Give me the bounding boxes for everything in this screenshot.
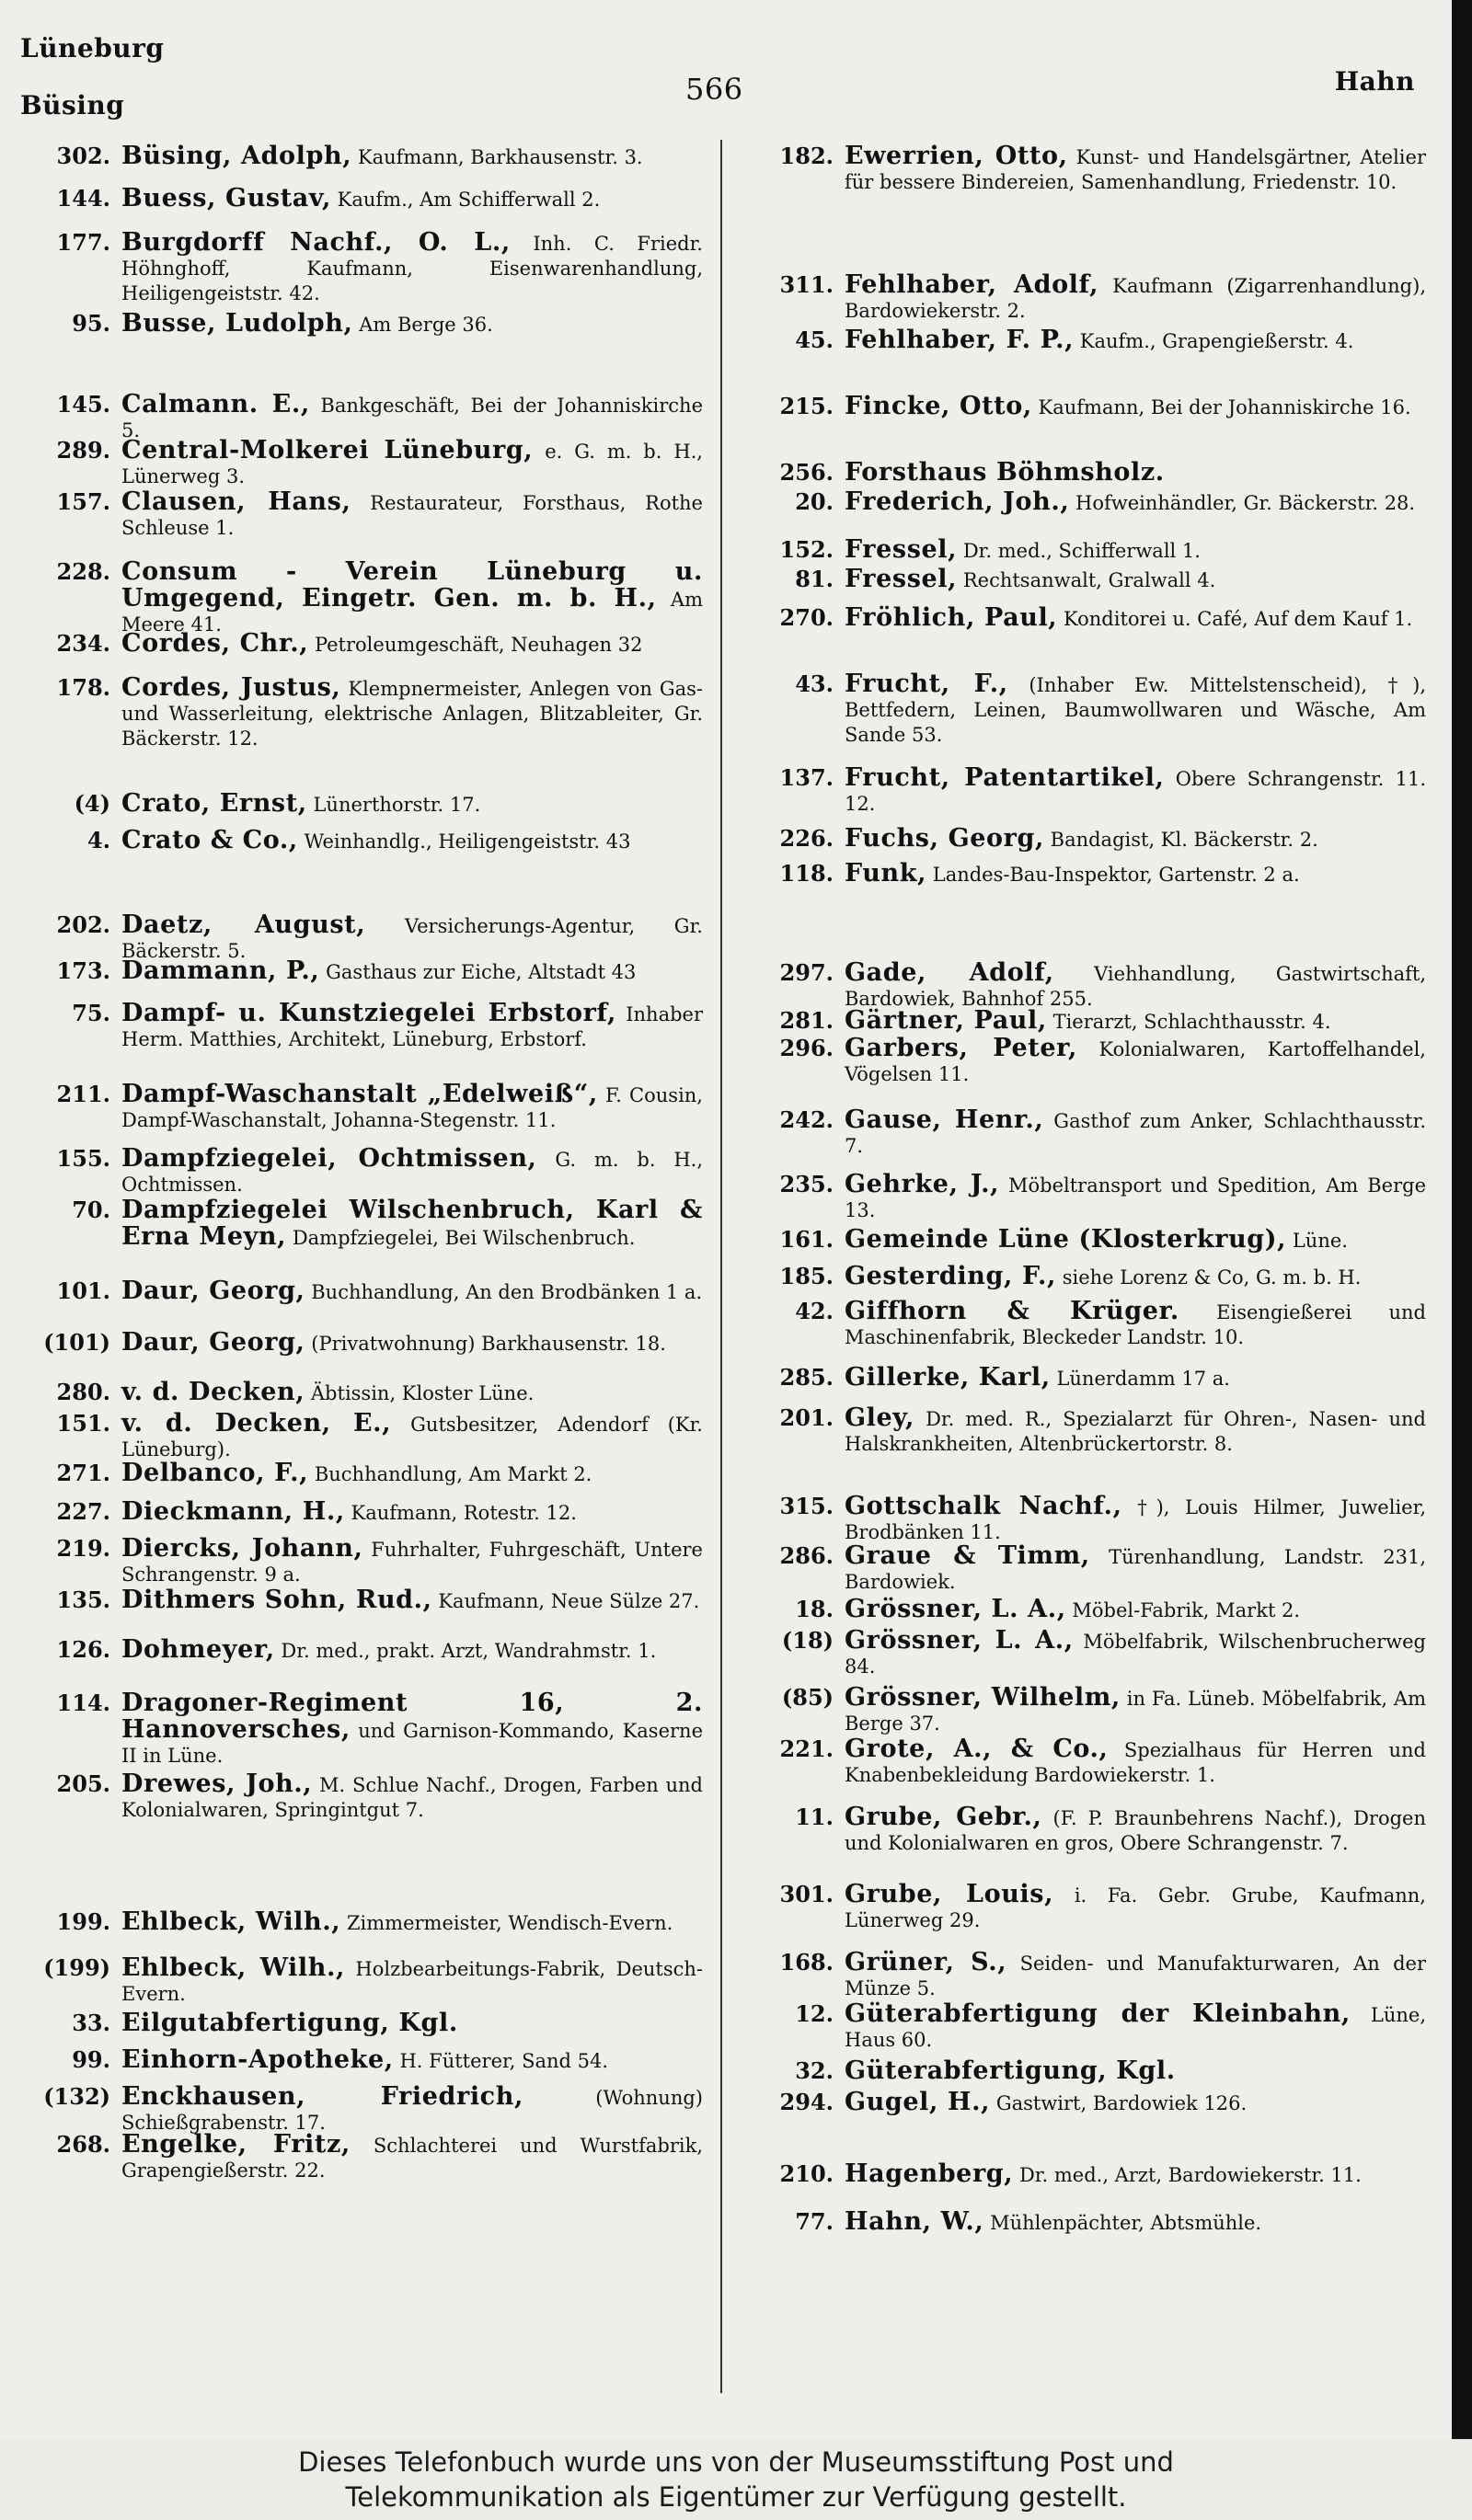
entry-description: Rechtsanwalt, Gralwall 4. (962, 569, 1216, 591)
entry-name: Fehlhaber, Adolf, (845, 270, 1099, 299)
entry-description: Lüne, Haus 60. (845, 2004, 1426, 2051)
entry-description: Dr. med., Arzt, Bardowiekerstr. 11. (1018, 2164, 1362, 2186)
entry-description: Gasthof zum Anker, Schlachthausstr. 7. (845, 1110, 1426, 1157)
entry-text (121, 791, 703, 818)
entry-name: Güterabfertigung der Kleinbahn, (845, 1999, 1351, 2028)
entry-phone-number: 43. (795, 670, 834, 697)
entry-name: Grössner, L. A., (845, 1595, 1066, 1623)
entry-name: v. d. Decken, (121, 1378, 305, 1406)
entry-description: Gastwirt, Bardowiek 126. (995, 2092, 1248, 2114)
entry-phone-number: 95. (72, 310, 110, 337)
entry-phone-number: 152. (779, 536, 834, 563)
entry-phone-number: 256. (779, 459, 834, 486)
entry-phone-number: 182. (779, 143, 834, 169)
entry-text (121, 438, 703, 489)
entry-description: Gasthaus zur Eiche, Altstadt 43 (326, 961, 637, 983)
entry-name: Fuchs, Georg, (845, 824, 1044, 853)
entry-description: Fuhrhalter, Fuhrgeschäft, Untere Schrangenstr. 9 a. (121, 1539, 703, 1586)
entry-text (121, 1082, 703, 1133)
entry-name: v. d. Decken, E., (121, 1409, 392, 1438)
entry-description: Gutsbesitzer, Adendorf (Kr. Lüneburg). (121, 1414, 703, 1460)
entry-name: Cordes, Chr., (121, 629, 309, 658)
entry-phone-number: 168. (779, 1949, 834, 1976)
entry-name: Buess, Gustav, (121, 184, 331, 212)
entry-description: G. m. b. H., Ochtmissen. (121, 1149, 703, 1196)
entry-description: Kaufmann, Barkhausenstr. 3. (357, 146, 643, 168)
entry-text (121, 559, 703, 637)
page-edge (1452, 0, 1472, 2439)
entry-text (121, 2084, 703, 2136)
entry-text (845, 671, 1426, 748)
entry-phone-number: 101. (56, 1277, 110, 1304)
entry-name: Dammann, P., (121, 956, 320, 985)
entry-name: Crato & Co., (121, 826, 298, 854)
entry-text (121, 1380, 703, 1406)
entry-name: Grössner, L. A., (845, 1626, 1074, 1655)
entry-description: Buchhandlung, Am Markt 2. (314, 1463, 592, 1485)
entry-description: Kaufmann, Rotestr. 12. (351, 1502, 577, 1524)
entry-phone-number: 12. (795, 2000, 834, 2027)
entry-name: Grote, A., & Co., (845, 1735, 1109, 1763)
entry-text (121, 828, 703, 854)
entry-description: Buchhandlung, An den Brodbänken 1 a. (311, 1281, 703, 1303)
entry-phone-number: 32. (795, 2057, 834, 2084)
entry-description: Seiden- und Manufakturwaren, An der Münze 5. (845, 1953, 1426, 1999)
entry-description: Mühlenpächter, Abtsmühle. (990, 2212, 1262, 2234)
entry-phone-number: 70. (72, 1197, 110, 1223)
entry-name: Crato, Ernst, (121, 789, 307, 818)
entry-description: Dampfziegelei, Bei Wilschenbruch. (292, 1227, 636, 1249)
entry-text (121, 1460, 703, 1487)
entry-text (121, 2010, 703, 2037)
entry-phone-number: 77. (795, 2208, 834, 2235)
entry-name: Eilgutabfertigung, Kgl. (121, 2009, 458, 2037)
entry-name: Grube, Louis, (845, 1880, 1054, 1908)
entry-description: Schlachterei und Wurstfabrik, Grapengießerstr. 22. (121, 2135, 703, 2182)
entry-description: (Wohnung) Schießgrabenstr. 17. (121, 2087, 703, 2134)
entry-description: Äbtissin, Kloster Lüne. (310, 1382, 535, 1404)
entry-phone-number: 205. (56, 1770, 110, 1797)
entry-name: Einhorn-Apotheke, (121, 2045, 394, 2074)
entry-phone-number: 302. (56, 143, 110, 169)
entry-description: Obere Schrangenstr. 11. 12. (845, 768, 1426, 815)
entry-description: Kunst- und Handelsgärtner, Atelier für bessere Bindereien, Samenhandlung, Friedenstr. 10. (845, 146, 1426, 193)
entry-text (121, 489, 703, 541)
entry-phone-number: 228. (56, 558, 110, 585)
entry-description: Hofweinhändler, Gr. Bäckerstr. 28. (1075, 492, 1416, 514)
entry-description: Konditorei u. Café, Auf dem Kauf 1. (1064, 608, 1413, 630)
entry-text (845, 605, 1426, 632)
entry-phone-number: 178. (56, 674, 110, 701)
entry-text (121, 1909, 703, 1936)
entry-description: Bankgeschäft, Bei der Johanniskirche 5. (121, 395, 703, 441)
entry-description: Eisengießerei und Maschinenfabrik, Bleckeder Landstr. 10. (845, 1301, 1426, 1348)
entry-name: Grube, Gebr., (845, 1803, 1042, 1831)
entry-name: Fröhlich, Paul, (845, 603, 1058, 632)
entry-name: Gillerke, Karl, (845, 1363, 1051, 1392)
entry-name: Gade, Adolf, (845, 958, 1054, 987)
entry-text (845, 1008, 1426, 1035)
entry-description: Restaurateur, Forsthaus, Rothe Schleuse 1. (121, 492, 703, 539)
entry-name: Daetz, August, (121, 911, 366, 939)
entry-name: Hahn, W., (845, 2207, 984, 2236)
entry-description: Lünerthorstr. 17. (313, 794, 481, 816)
entry-name: Dampfziegelei, Ochtmissen, (121, 1144, 537, 1173)
entry-text (121, 958, 703, 985)
entry-name: Ehlbeck, Wilh., (121, 1953, 345, 1982)
entry-text (121, 631, 703, 658)
entry-description: Inhaber Herm. Matthies, Architekt, Lüneburg, Erbstorf. (121, 1003, 703, 1050)
entry-description: Petroleumgeschäft, Neuhagen 32 (314, 634, 643, 656)
entry-description: Zimmermeister, Wendisch-Evern. (346, 1912, 673, 1934)
entry-phone-number: 286. (779, 1542, 834, 1569)
entry-name: Busse, Ludolph, (121, 309, 353, 338)
entry-text (845, 960, 1426, 1012)
entry-text (845, 2161, 1426, 2188)
entry-phone-number: 315. (779, 1493, 834, 1519)
entry-text (121, 1690, 703, 1769)
entry-description: Dr. med. R., Spezialarzt für Ohren-, Nasen- und Halskrankheiten, Altenbrückertorstr. 8. (845, 1408, 1426, 1455)
entry-name: Gause, Henr., (845, 1105, 1044, 1134)
entry-text (845, 2001, 1426, 2053)
entry-name: Frucht, F., (845, 670, 1008, 698)
entry-phone-number: 270. (779, 604, 834, 631)
entry-description: Spezialhaus für Herren und Knabenbekleidung Bardowiekerstr. 1. (845, 1739, 1426, 1786)
entry-name: Clausen, Hans, (121, 487, 351, 516)
entry-text (121, 1197, 703, 1251)
entry-phone-number: 137. (779, 764, 834, 791)
entry-phone-number: (132) (43, 2083, 110, 2110)
entry-name: Enckhausen, Friedrich, (121, 2082, 523, 2111)
entry-name: Güterabfertigung, Kgl. (845, 2056, 1176, 2085)
entry-description: Kaufmann (Zigarrenhandlung), Bardowiekerstr. 2. (845, 275, 1426, 322)
entry-name: Giffhorn & Krüger. (845, 1297, 1179, 1325)
entry-phone-number: 11. (795, 1804, 834, 1830)
entry-text (845, 489, 1426, 516)
entry-name: Ewerrien, Otto, (845, 142, 1068, 170)
entry-phone-number: 155. (56, 1145, 110, 1172)
entry-description: (F. P. Braunbehrens Nachf.), Drogen und Kolonialwaren en gros, Obere Schrangenstr. 7. (845, 1807, 1426, 1854)
entry-phone-number: 211. (56, 1081, 110, 1107)
entry-description: Lünerdamm 17 a. (1056, 1368, 1230, 1390)
entry-phone-number: (85) (781, 1684, 834, 1711)
entry-name: Drewes, Joh., (121, 1770, 313, 1798)
entry-text (845, 2090, 1426, 2116)
entry-description: Türenhandlung, Landstr. 231, Bardowiek. (845, 1546, 1426, 1593)
entry-name: Calmann. E., (121, 390, 310, 418)
entry-description: Möbeltransport und Spedition, Am Berge 13. (845, 1174, 1426, 1221)
entry-phone-number: 285. (779, 1364, 834, 1391)
entry-phone-number: 234. (56, 630, 110, 657)
entry-description: Inh. C. Friedr. Höhnghoff, Kaufmann, Eisenwarenhandlung, Heiligengeiststr. 42. (121, 233, 703, 304)
entry-phone-number: 33. (72, 2010, 110, 2036)
entry-text (845, 1597, 1426, 1623)
entry-phone-number: 145. (56, 391, 110, 418)
entry-phone-number: 297. (779, 959, 834, 986)
entry-text (121, 230, 703, 306)
entry-phone-number: 135. (56, 1586, 110, 1613)
entry-name: Central-Molkerei Lüneburg, (121, 436, 534, 464)
entry-name: Cordes, Justus, (121, 673, 341, 702)
entry-text (845, 1036, 1426, 1087)
entry-text (121, 1411, 703, 1462)
entry-phone-number: 199. (56, 1908, 110, 1935)
entry-name: Garbers, Peter, (845, 1034, 1077, 1062)
entry-phone-number: 219. (56, 1535, 110, 1562)
entry-text (121, 2132, 703, 2183)
entry-name: Delbanco, F., (121, 1459, 309, 1487)
entry-phone-number: 294. (779, 2089, 834, 2115)
entry-text (121, 1499, 703, 1526)
entry-text (845, 1264, 1426, 1290)
entry-name: Ehlbeck, Wilh., (121, 1907, 341, 1936)
entry-name: Burgdorff Nachf., O. L., (121, 228, 511, 257)
entry-phone-number: 210. (779, 2160, 834, 2187)
entry-name: Dampf-Waschanstalt „Edelweiß“, (121, 1080, 598, 1108)
entry-phone-number: 280. (56, 1379, 110, 1405)
entry-name: Fehlhaber, F. P., (845, 326, 1075, 354)
entry-phone-number: 118. (779, 860, 834, 887)
entry-text (845, 765, 1426, 817)
entry-phone-number: 281. (779, 1007, 834, 1034)
entry-description: Weinhandlg., Heiligengeiststr. 43 (304, 830, 631, 853)
entry-text (845, 1950, 1426, 2001)
footer-notice (0, 2439, 1472, 2520)
entry-name: Daur, Georg, (121, 1277, 305, 1305)
entry-phone-number: 20. (795, 488, 834, 515)
entry-phone-number: (18) (781, 1627, 834, 1654)
entry-phone-number: 202. (56, 911, 110, 938)
entry-description: siehe Lorenz & Co, G. m. b. H. (1062, 1266, 1362, 1289)
entry-text (845, 1107, 1426, 1159)
entry-text (845, 272, 1426, 324)
entry-description: Kaufmann, Neue Sülze 27. (438, 1590, 700, 1612)
entry-description: (Inhaber Ew. Mittelstenscheid), †), Bettfedern, Leinen, Baumwollwaren und Wäsche, Am Sande 53. (845, 674, 1426, 746)
entry-description: Dr. med., prakt. Arzt, Wandrahmstr. 1. (281, 1640, 657, 1662)
entry-phone-number: 42. (795, 1298, 834, 1324)
entry-name: Gugel, H., (845, 2088, 991, 2116)
entry-description: Am Meere 41. (121, 589, 703, 636)
entry-description: F. Cousin, Dampf-Waschanstalt, Johanna-Stegenstr. 11. (121, 1084, 703, 1131)
entry-phone-number: 177. (56, 229, 110, 256)
entry-phone-number: 227. (56, 1498, 110, 1525)
entry-name: Büsing, Adolph, (121, 142, 352, 170)
entry-text (845, 460, 1426, 487)
entry-phone-number: 201. (779, 1404, 834, 1431)
entry-phone-number: 185. (779, 1263, 834, 1289)
entry-phone-number: 268. (56, 2131, 110, 2158)
entry-text (121, 675, 703, 751)
entry-phone-number: 4. (86, 827, 110, 853)
entry-phone-number: 126. (56, 1636, 110, 1663)
entry-phone-number: 45. (795, 326, 834, 353)
entry-text (121, 1001, 703, 1052)
entry-text (845, 1172, 1426, 1223)
entry-text (121, 1536, 703, 1587)
entry-description: Kaufm., Am Schifferwall 2. (337, 189, 601, 211)
entry-description: i. Fa. Gebr. Grube, Kaufmann, Lünerweg 29. (845, 1884, 1426, 1931)
entry-text (121, 1771, 703, 1823)
entry-text (121, 1146, 703, 1197)
entry-phone-number: 271. (56, 1460, 110, 1486)
entry-name: Dampf- u. Kunstziegelei Erbstorf, (121, 999, 617, 1027)
entry-name: Consum - Verein Lüneburg u. Umgegend, Eingetr. Gen. m. b. H., (121, 557, 703, 613)
entry-text (845, 1685, 1426, 1736)
entry-name: Graue & Timm, (845, 1541, 1090, 1570)
entry-name: Frucht, Patentartikel, (845, 763, 1165, 792)
entry-name: Dieckmann, H., (121, 1497, 345, 1526)
entry-text (845, 861, 1426, 888)
entry-text (845, 327, 1426, 354)
footer-line-1: Dieses Telefonbuch wurde uns von der Museumsstiftung Post und (298, 2446, 1174, 2478)
footer-line-2: Telekommunikation als Eigentümer zur Verfügung gestellt. (345, 2481, 1127, 2513)
entry-description: und Garnison-Kommando, Kaserne II in Lüne. (121, 1720, 703, 1767)
entry-phone-number: 235. (779, 1171, 834, 1197)
entry-description: Kolonialwaren, Kartoffelhandel, Vögelsen 11. (845, 1038, 1426, 1085)
entry-description: Landes-Bau-Inspektor, Gartenstr. 2 a. (932, 864, 1300, 886)
entry-phone-number: 311. (779, 271, 834, 298)
entry-description: Holzbearbeitungs-Fabrik, Deutsch-Evern. (121, 1958, 703, 2005)
entry-name: Gesterding, F., (845, 1262, 1057, 1290)
entry-phone-number: 144. (56, 185, 110, 212)
entry-text (121, 143, 703, 170)
entry-phone-number: (101) (43, 1329, 110, 1356)
entry-name: Grüner, S., (845, 1948, 1007, 1976)
entry-text (845, 1736, 1426, 1788)
entry-name: Daur, Georg, (121, 1328, 305, 1357)
entry-description: (Privatwohnung) Barkhausenstr. 18. (311, 1333, 666, 1355)
entry-description: M. Schlue Nachf., Drogen, Farben und Kolonialwaren, Springintgut 7. (121, 1774, 703, 1821)
entry-description: Möbel-Fabrik, Markt 2. (1072, 1599, 1301, 1621)
entry-name: Dampfziegelei Wilschenbruch, Karl & Erna Meyn, (121, 1196, 703, 1251)
entry-name: Engelke, Fritz, (121, 2130, 351, 2159)
entry-text (845, 537, 1426, 564)
entry-name: Gley, (845, 1403, 914, 1432)
entry-description: Klempnermeister, Anlegen von Gas- und Wasserleitung, elektrische Anlagen, Blitzableiter, Gr. Bäckerstr. 12. (121, 678, 703, 750)
entry-description: Bandagist, Kl. Bäckerstr. 2. (1050, 829, 1318, 851)
entry-text (845, 1227, 1426, 1254)
entry-name: Frederich, Joh., (845, 487, 1070, 516)
entry-text (845, 1804, 1426, 1856)
entry-phone-number: 221. (779, 1735, 834, 1762)
entry-text (121, 2047, 703, 2074)
entry-text (845, 1365, 1426, 1392)
entry-phone-number: 296. (779, 1035, 834, 1061)
entry-phone-number: 99. (72, 2046, 110, 2073)
entry-name: Dohmeyer, (121, 1635, 275, 1664)
entry-phone-number: (4) (74, 790, 110, 817)
entry-name: Dragoner-Regiment 16, 2. Hannoversches, (121, 1689, 703, 1744)
entry-text (845, 2058, 1426, 2085)
entry-phone-number: 226. (779, 825, 834, 852)
entry-phone-number: 289. (56, 437, 110, 464)
entry-name: Grössner, Wilhelm, (845, 1683, 1121, 1712)
entry-name: Gemeinde Lüne (Klosterkrug), (845, 1225, 1287, 1254)
entry-name: Dithmers Sohn, Rud., (121, 1586, 432, 1614)
entry-name: Gehrke, J., (845, 1170, 1000, 1198)
entry-phone-number: 114. (56, 1690, 110, 1716)
entry-description: Versicherungs-Agentur, Gr. Bäckerstr. 5. (121, 915, 703, 962)
page-number: 566 (685, 72, 743, 107)
entry-name: Hagenberg, (845, 2159, 1014, 2188)
entry-text (845, 394, 1426, 420)
header-first-entry: Büsing (20, 90, 125, 120)
entry-text (121, 186, 703, 212)
entry-phone-number: 242. (779, 1106, 834, 1133)
entry-phone-number: 215. (779, 393, 834, 419)
entry-description: Viehhandlung, Gastwirtschaft, Bardowiek, Bahnhof 255. (845, 963, 1426, 1010)
header-city: Lüneburg (20, 33, 165, 63)
entry-text (121, 1330, 703, 1357)
entry-description: in Fa. Lüneb. Möbelfabrik, Am Berge 37. (845, 1688, 1426, 1735)
entry-phone-number: 161. (779, 1226, 834, 1253)
entry-description: Kaufm., Grapengießerstr. 4. (1079, 330, 1354, 352)
entry-name: Gottschalk Nachf., (845, 1492, 1122, 1520)
entry-text (121, 311, 703, 338)
entry-text (845, 1628, 1426, 1679)
entry-phone-number: 301. (779, 1881, 834, 1907)
entry-description: †), Louis Hilmer, Juwelier, Brodbänken 11. (845, 1496, 1427, 1543)
entry-name: Funk, (845, 859, 927, 888)
entry-phone-number: 18. (795, 1596, 834, 1622)
entry-description: H. Fütterer, Sand 54. (399, 2050, 609, 2072)
entry-text (845, 826, 1426, 853)
entry-name: Fincke, Otto, (845, 392, 1032, 420)
entry-text (845, 1543, 1426, 1595)
entry-description: Lüne. (1292, 1230, 1348, 1252)
entry-description: Möbelfabrik, Wilschenbrucherweg 84. (845, 1631, 1426, 1678)
column-divider (720, 140, 722, 2393)
entry-name: Gärtner, Paul, (845, 1006, 1047, 1035)
entry-phone-number: (199) (43, 1954, 110, 1981)
entry-text (121, 1587, 703, 1614)
entry-text (845, 1299, 1426, 1350)
entry-text (845, 1405, 1426, 1457)
entry-description: Am Berge 36. (359, 314, 493, 336)
entry-text (845, 1882, 1426, 1933)
entry-phone-number: 151. (56, 1410, 110, 1437)
entry-description: e. G. m. b. H., Lünerweg 3. (121, 441, 703, 487)
entry-text (121, 1955, 703, 2007)
entry-name: Diercks, Johann, (121, 1534, 363, 1563)
entry-description: Kaufmann, Bei der Johanniskirche 16. (1038, 396, 1411, 418)
entry-name: Fressel, (845, 565, 958, 593)
entry-description: Dr. med., Schifferwall 1. (962, 540, 1201, 562)
entry-phone-number: 173. (56, 957, 110, 984)
entry-name: Forsthaus Böhmsholz. (845, 458, 1165, 487)
header-last-entry: Hahn (1334, 66, 1415, 97)
entry-phone-number: 75. (72, 1000, 110, 1026)
entry-text (121, 1637, 703, 1664)
entry-name: Fressel, (845, 535, 958, 564)
entry-phone-number: 157. (56, 488, 110, 515)
entry-description: Tierarzt, Schlachthausstr. 4. (1052, 1011, 1331, 1033)
entry-text (845, 2209, 1426, 2236)
entry-text (845, 143, 1426, 195)
entry-phone-number: 81. (795, 566, 834, 592)
entry-text (845, 567, 1426, 593)
entry-text (845, 1494, 1426, 1545)
entry-text (121, 1278, 703, 1305)
